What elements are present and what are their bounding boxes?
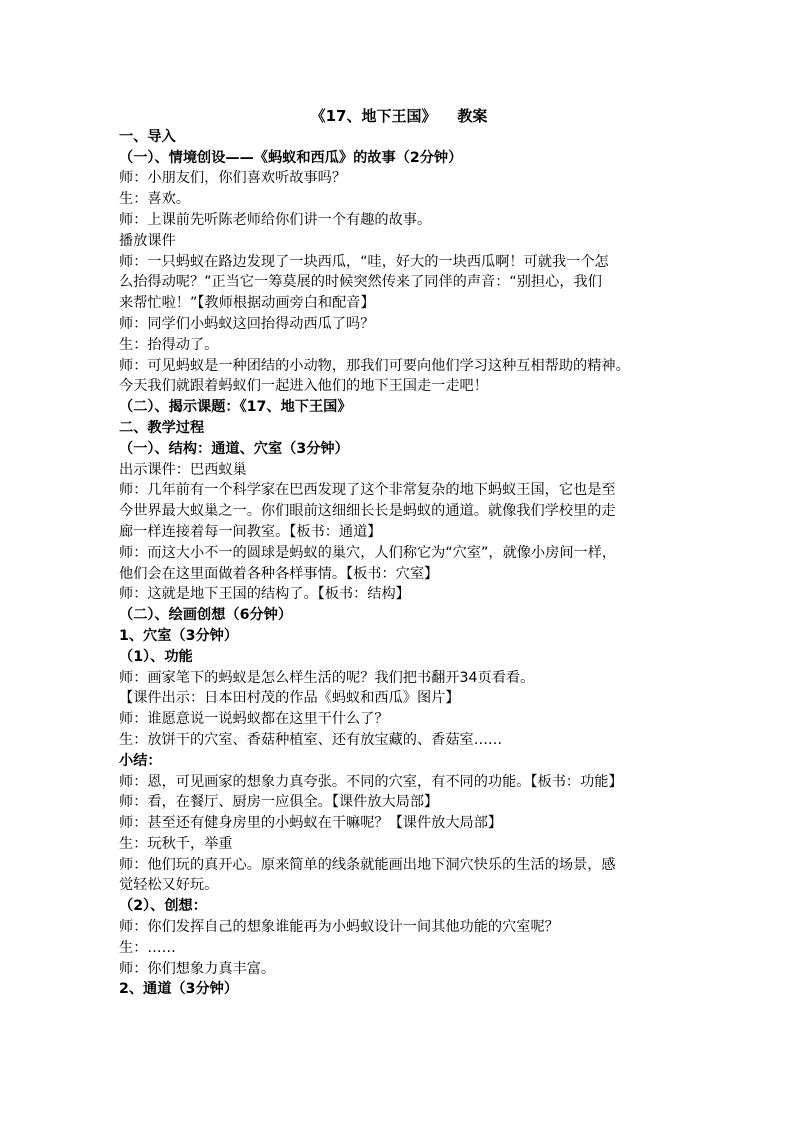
text-line: 师：小朋友们，你们喜欢听故事吗？ — [119, 170, 347, 187]
text-line: 今世界最大蚁巢之一。你们眼前这细细长长是蚂蚁的通道。就像我们学校里的走 — [119, 503, 616, 520]
text-line: 生：放饼干的穴室、香菇种植室、还有放宝藏的、香菇室…… — [119, 731, 503, 748]
section-heading: （二）、绘画创想（6分钟） — [119, 607, 293, 624]
section-heading: （一）、情境创设——《蚂蚁和西瓜》的故事（2分钟） — [119, 149, 463, 166]
text-line: 师：同学们小蚂蚁这回抬得动西瓜了吗？ — [119, 315, 375, 332]
text-line: 师：上课前先听陈老师给你们讲一个有趣的故事。 — [119, 211, 432, 228]
text-line: 生：抬得动了。 — [119, 336, 219, 353]
section-heading: 一、导入 — [119, 128, 176, 145]
document-body — [119, 127, 679, 1000]
text-line: 么抬得动呢？”正当它一筹莫展的时候突然传来了同伴的声音：“别担心，我们 — [119, 274, 602, 291]
text-line: 师：他们玩的真开心。原来简单的线条就能画出地下洞穴快乐的生活的场景，感 — [119, 856, 616, 873]
text-line: 生：喜欢。 — [119, 191, 190, 208]
text-line: 今天我们就跟着蚂蚁们一起进入他们的地下王国走一走吧！ — [119, 378, 488, 395]
text-line: 师：谁愿意说一说蚂蚁都在这里干什么了？ — [119, 711, 389, 728]
text-line: 师：几年前有一个科学家在巴西发现了这个非常复杂的地下蚂蚁王国，它也是至 — [119, 482, 616, 499]
text-line: 生：…… — [119, 939, 176, 956]
text-line: 师：看，在餐厅、厨房一应俱全。【课件放大局部】 — [119, 794, 439, 811]
section-heading: 2、通道（3分钟） — [119, 981, 239, 998]
section-heading: （2）、创想： — [119, 898, 207, 915]
section-heading: （一）、结构：通道、穴室（3分钟） — [119, 440, 349, 457]
text-line: 师：你们想象力真丰富。 — [119, 960, 276, 977]
text-line: 他们会在这里面做着各种各样事情。【板书：穴室】 — [119, 565, 439, 582]
section-heading: 1、穴室（3分钟） — [119, 627, 239, 644]
text-line: 师：画家笔下的蚂蚁是怎么样生活的呢？我们把书翻开34页看看。 — [119, 669, 535, 686]
section-heading: （1）、功能 — [119, 648, 193, 665]
document-page — [119, 106, 679, 1000]
text-line: 师：恩，可见画家的想象力真夸张。不同的穴室，有不同的功能。【板书：功能】 — [119, 773, 623, 790]
text-line: 生：玩秋千，举重 — [119, 835, 233, 852]
text-line: 师：这就是地下王国的结构了。【板书：结构】 — [119, 586, 410, 603]
text-line: 觉轻松又好玩。 — [119, 877, 219, 894]
text-line: 出示课件：巴西蚁巢 — [119, 461, 247, 478]
text-line: 【课件出示：日本田村茂的作品《蚂蚁和西瓜》图片】 — [119, 690, 460, 707]
text-line: 播放课件 — [119, 232, 176, 249]
text-line: 师：可见蚂蚁是一种团结的小动物，那我们可要向他们学习这种互相帮助的精神。 — [119, 357, 630, 374]
text-line: 师：一只蚂蚁在路边发现了一块西瓜，“哇，好大的一块西瓜啊！可就我一个怎 — [119, 253, 609, 270]
text-line: 师：你们发挥自己的想象谁能再为小蚂蚁设计一间其他功能的穴室呢？ — [119, 919, 559, 936]
text-line: 师：而这大小不一的圆球是蚂蚁的巢穴，人们称它为“穴室”，就像小房间一样， — [119, 544, 617, 561]
text-line: 来帮忙啦！”【教师根据动画旁白和配音】 — [119, 295, 375, 312]
section-heading: 二、教学过程 — [119, 419, 205, 436]
document-title: 《17、地下王国》 教案 — [310, 107, 488, 125]
section-heading: 小结： — [119, 752, 162, 769]
section-heading: （二）、揭示课题：《17、地下王国》 — [119, 399, 352, 416]
text-line: 师：甚至还有健身房里的小蚂蚁在干嘛呢？【课件放大局部】 — [119, 815, 503, 832]
text-line: 廊一样连接着每一间教室。【板书：通道】 — [119, 523, 382, 540]
